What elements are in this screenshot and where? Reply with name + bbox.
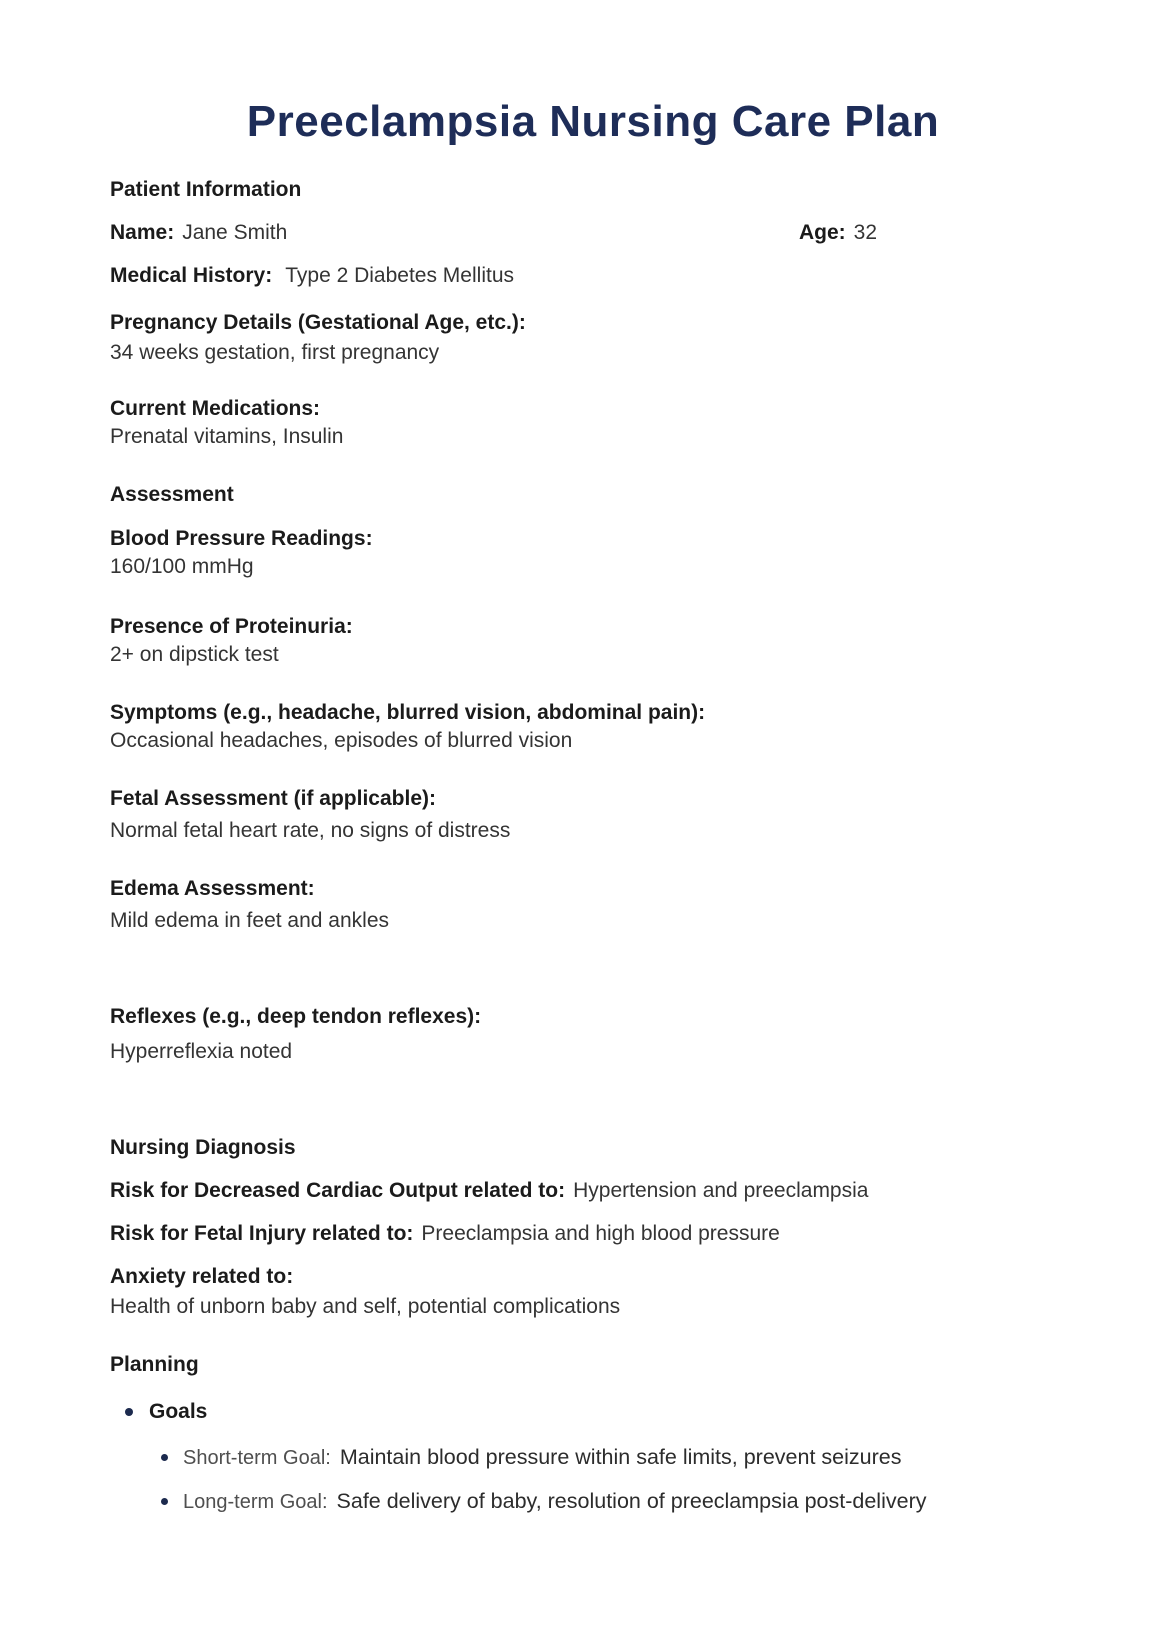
name-label: Name:: [110, 221, 175, 244]
anxiety-label: Anxiety related to:: [110, 1265, 294, 1288]
age-group: [799, 219, 877, 247]
reflexes-value: Hyperreflexia noted: [110, 1040, 293, 1063]
reflexes-field: [110, 1003, 1076, 1066]
current-medications-field: [110, 395, 1076, 451]
blood-pressure-value: 160/100 mmHg: [110, 555, 254, 578]
fetal-assessment-field: [110, 785, 1076, 845]
goals-sublist: [149, 1443, 1076, 1516]
blood-pressure-field: [110, 525, 1076, 581]
medical-history-label: Medical History:: [110, 264, 273, 287]
current-medications-value: Prenatal vitamins, Insulin: [110, 425, 344, 448]
fetal-assessment-label: Fetal Assessment (if applicable):: [110, 787, 436, 810]
patient-information-section: [110, 176, 1076, 451]
document-title: Preeclampsia Nursing Care Plan: [246, 97, 940, 146]
cardiac-output-risk-label: Risk for Decreased Cardiac Output related to:: [110, 1179, 566, 1202]
proteinuria-field: [110, 613, 1076, 669]
medical-history-row: [110, 262, 1076, 290]
pregnancy-details-label: Pregnancy Details (Gestational Age, etc.):: [110, 311, 526, 334]
name-age-row: [110, 219, 1076, 247]
nursing-diagnosis-section: [110, 1134, 1076, 1321]
pregnancy-details-field: [110, 309, 1076, 367]
long-term-goal-value: Safe delivery of baby, resolution of preeclampsia post-delivery: [336, 1489, 927, 1513]
name-value: Jane Smith: [182, 221, 288, 244]
pregnancy-details-value: 34 weeks gestation, first pregnancy: [110, 341, 440, 364]
patient-information-heading: Patient Information: [110, 178, 302, 201]
assessment-heading: Assessment: [110, 483, 234, 506]
symptoms-field: [110, 699, 1076, 755]
assessment-section: [110, 481, 1076, 1066]
short-term-goal-item: [110, 1443, 1076, 1472]
reflexes-label: Reflexes (e.g., deep tendon reflexes):: [110, 1005, 482, 1028]
symptoms-value: Occasional headaches, episodes of blurred vision: [110, 729, 573, 752]
fetal-injury-risk-value: Preeclampsia and high blood pressure: [421, 1222, 780, 1245]
planning-heading: Planning: [110, 1353, 199, 1376]
blood-pressure-label: Blood Pressure Readings:: [110, 527, 373, 550]
long-term-goal-label: Long-term Goal:: [183, 1491, 328, 1513]
edema-assessment-label: Edema Assessment:: [110, 877, 315, 900]
symptoms-label: Symptoms (e.g., headache, blurred vision, abdominal pain):: [110, 701, 706, 724]
long-term-goal-item: [110, 1487, 1076, 1516]
medical-history-value: Type 2 Diabetes Mellitus: [285, 264, 514, 287]
cardiac-output-risk-row: [110, 1177, 1076, 1205]
edema-assessment-value: Mild edema in feet and ankles: [110, 909, 389, 932]
fetal-injury-risk-label: Risk for Fetal Injury related to:: [110, 1222, 414, 1245]
current-medications-label: Current Medications:: [110, 397, 321, 420]
age-label: Age:: [799, 221, 846, 244]
cardiac-output-risk-value: Hypertension and preeclampsia: [573, 1179, 869, 1202]
goals-label: Goals: [149, 1400, 208, 1423]
edema-assessment-field: [110, 875, 1076, 935]
goals-list-item: [110, 1398, 1076, 1516]
fetal-injury-risk-row: [110, 1220, 1076, 1248]
fetal-assessment-value: Normal fetal heart rate, no signs of distress: [110, 819, 511, 842]
goals-list: [110, 1398, 1076, 1516]
anxiety-value: Health of unborn baby and self, potential complications: [110, 1295, 621, 1318]
proteinuria-value: 2+ on dipstick test: [110, 643, 279, 666]
short-term-goal-value: Maintain blood pressure within safe limits, prevent seizures: [339, 1445, 902, 1469]
nursing-diagnosis-heading: Nursing Diagnosis: [110, 1136, 296, 1159]
short-term-goal-label: Short-term Goal:: [183, 1447, 331, 1469]
planning-section: [110, 1351, 1076, 1516]
age-value: 32: [853, 221, 878, 244]
proteinuria-label: Presence of Proteinuria:: [110, 615, 353, 638]
anxiety-field: [110, 1263, 1076, 1321]
